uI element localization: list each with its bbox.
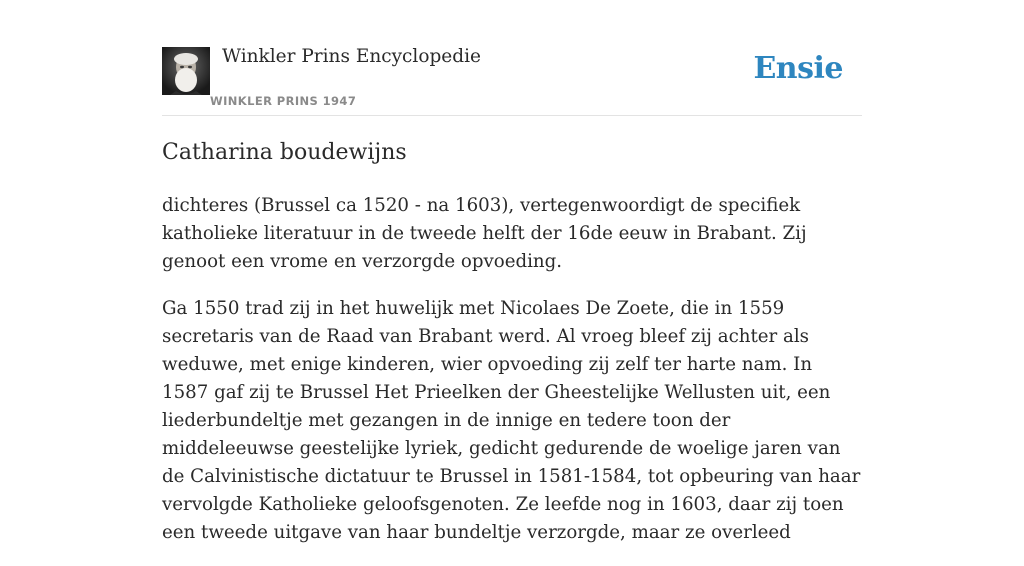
article-title: Catharina boudewijns (162, 140, 407, 165)
page (162, 0, 862, 543)
header (162, 0, 862, 116)
edition-subtitle[interactable]: WINKLER PRINS 1947 (210, 94, 357, 108)
brand-logo[interactable]: Ensie (753, 51, 843, 86)
article-paragraph: Ga 1550 trad zij in het huwelijk met Nicolaes De Zoete, die in 1559 secretaris van de Raad van Brabant werd. Al vroeg bleef zij achter als weduwe, met enige kinderen, wier opvoeding zij zelf ter harte nam. In 1587 gaf zij te Brussel Het Prieelken der Gheestelijke Wellusten uit, een liederbundeltje met gezangen in de innige en tedere toon der middeleeuwse geestelijke lyriek, gedicht gedurende de woelige jaren van de Calvinistische dictatuur te Brussel in 1581-1584, tot opbeuring van haar vervolgde Katholieke geloofsgenoten. Ze leefde nog in 1603, daar zij toen een tweede uitgave van haar bundeltje verzorgde, maar ze overleed (162, 298, 861, 543)
article-body (162, 192, 862, 566)
site-title[interactable]: Winkler Prins Encyclopedie (222, 46, 481, 67)
article-paragraph: dichteres (Brussel ca 1520 - na 1603), vertegenwoordigt de specifiek katholieke literatuur in de tweede helft der 16de eeuw in Brabant. Zij genoot een vrome en verzorgde opvoeding. (162, 195, 807, 272)
avatar[interactable] (162, 47, 210, 95)
author-portrait-icon (162, 47, 210, 95)
